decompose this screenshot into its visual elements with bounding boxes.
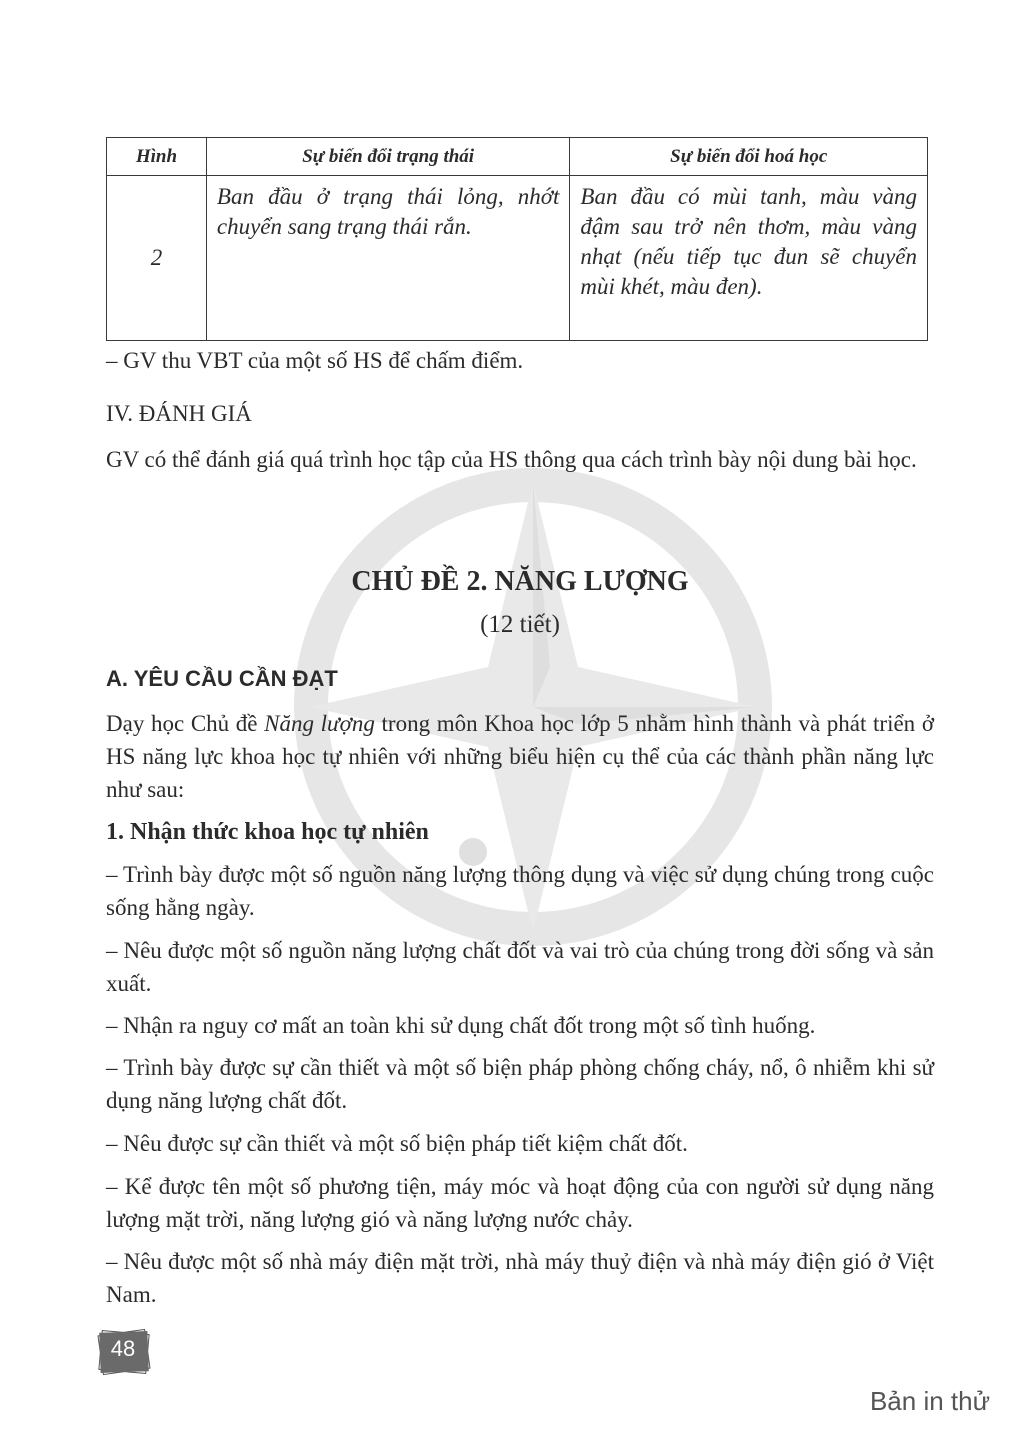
intro-text-end: trong môn Khoa học lớp 5 nhằm hình thành và phát triển ở HS năng lực khoa học tự nhiên với những biểu hiện cụ thể của các thành phần năng lực như sau:: [106, 711, 934, 802]
list-item: – Kể được tên một số phương tiện, máy móc và hoạt động của con người sử dụng năng lượng mặt trời, năng lượng gió và năng lượng nước chảy.: [106, 1174, 934, 1232]
section-a-intro: [106, 707, 934, 806]
section-iv-text: GV có thể đánh giá quá trình học tập của HS thông qua cách trình bày nội dung bài học.: [106, 447, 917, 472]
cell-chemical-change: Ban đầu có mùi tanh, màu vàng đậm sau trở nên thơm, màu vàng nhạt (nếu tiếp tục đun sẽ chuyển mùi khét, màu đen).: [570, 176, 928, 341]
section-a-title: A. YÊU CẦU CẦN ĐẠT: [106, 666, 338, 691]
cell-hinh: 2: [107, 176, 207, 341]
list-item: – Nêu được một số nguồn năng lượng chất đốt và vai trò của chúng trong đời sống và sản xuất.: [106, 938, 934, 996]
topic-subtitle: (12 tiết): [480, 611, 560, 638]
intro-topic-name: Năng lượng: [264, 711, 375, 736]
list-item: – Trình bày được một số nguồn năng lượng thông dụng và việc sử dụng chúng trong cuộc sống hằng ngày.: [106, 862, 934, 920]
header-chemical-change: Sự biến đổi hoá học: [570, 138, 928, 176]
intro-text-start: Dạy học Chủ đề: [106, 711, 265, 736]
cell-state-change: Ban đầu ở trạng thái lỏng, nhớt chuyển sang trạng thái rắn.: [206, 176, 570, 341]
header-hinh: Hình: [107, 138, 207, 176]
list-item: – Nhận ra nguy cơ mất an toàn khi sử dụng chất đốt trong một số tình huống.: [106, 1013, 816, 1038]
transformation-table: [106, 137, 928, 341]
topic-title: CHỦ ĐỀ 2. NĂNG LƯỢNG: [351, 566, 689, 597]
list-item: – Nêu được một số nhà máy điện mặt trời, nhà máy thuỷ điện và nhà máy điện gió ở Việt Nam.: [106, 1249, 934, 1307]
section-iv-title: IV. ĐÁNH GIÁ: [106, 401, 252, 426]
list-item: – Nêu được sự cần thiết và một số biện pháp tiết kiệm chất đốt.: [106, 1131, 688, 1156]
collect-workbook-note: – GV thu VBT của một số HS để chấm điểm.: [106, 348, 524, 373]
subsection-1-title: 1. Nhận thức khoa học tự nhiên: [106, 819, 429, 845]
page-number-badge: [96, 1328, 152, 1374]
table-header-row: [107, 138, 928, 176]
page-number: 48: [110, 1336, 136, 1361]
list-item: – Trình bày được sự cần thiết và một số biện pháp phòng chống cháy, nổ, ô nhiễm khi sử dụng năng lượng chất đốt.: [106, 1055, 934, 1113]
table-row: [107, 176, 928, 341]
header-state-change: Sự biến đổi trạng thái: [206, 138, 570, 176]
print-proof-label: Bản in thử: [869, 1386, 990, 1416]
